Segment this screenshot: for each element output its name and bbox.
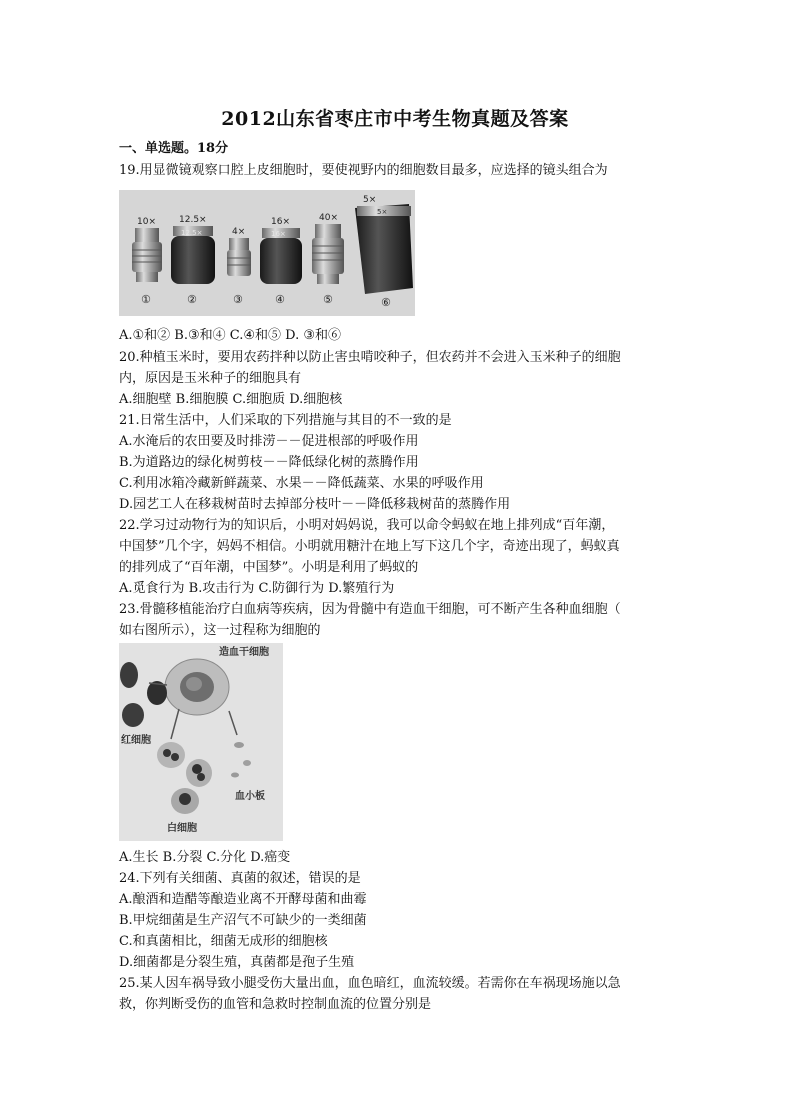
q25-stem-line1: 25.某人因车祸导致小腿受伤大量出血，血色暗红，血流较缓。若需你在车祸现场施以急 [119, 976, 621, 991]
lens-5-number: ⑤ [323, 293, 333, 306]
platelet-label: 血小板 [235, 791, 265, 802]
lens-3 [227, 238, 251, 276]
q24-option-c: C.和真菌相比，细菌无成形的细胞核 [119, 934, 328, 949]
q21-stem: 21.日常生活中，人们采取的下列措施与其目的不一致的是 [119, 413, 452, 428]
lens-1-power: 10× [137, 217, 156, 227]
lens-6-power: 5× [363, 195, 377, 205]
lens-6-engraving: 5× [377, 208, 388, 216]
lens-4-power: 16× [271, 217, 290, 227]
lens-2-power: 12.5× [179, 215, 207, 225]
q25-stem-line2: 救，你判断受伤的血管和急救时控制血流的位置分别是 [119, 997, 432, 1012]
q22-stem-line2: 中国梦”几个字，妈妈不相信。小明就用糖汁在地上写下这几个字，奇迹出现了，蚂蚁真 [119, 539, 620, 554]
lens-6 [355, 204, 413, 294]
lens-1-number: ① [141, 293, 151, 306]
stem-cell-shape [165, 659, 229, 715]
q22-stem-line3: 的排列成了“百年潮，中国梦”。小明是利用了蚂蚁的 [119, 560, 419, 575]
lens-2-engraving: 12.5× [181, 229, 203, 237]
microscope-lenses-figure [119, 190, 415, 316]
q20-stem-line1: 20.种植玉米时，要用农药拌种以防止害虫啃咬种子，但农药并不会进入玉米种子的细胞 [119, 350, 621, 365]
q23-stem-line2: 如右图所示），这一过程称为细胞的 [119, 623, 321, 638]
q24-option-b: B.甲烷细菌是生产沼气不可缺少的一类细菌 [119, 913, 367, 928]
lens-3-number: ③ [233, 293, 243, 306]
lens-1 [132, 228, 162, 282]
q23-options: A.生长 B.分裂 C.分化 D.癌变 [119, 850, 291, 865]
q24-stem: 24.下列有关细菌、真菌的叙述，错误的是 [119, 871, 361, 886]
lens-3-power: 4× [232, 227, 246, 237]
q24-option-a: A.酿酒和造醋等酿造业离不开酵母菌和曲霉 [119, 892, 367, 907]
white-cell-label: 白细胞 [167, 823, 197, 834]
lens-4-number: ④ [275, 293, 285, 306]
q24-option-d: D.细菌都是分裂生殖，真菌都是孢子生殖 [119, 955, 355, 970]
q21-option-d: D.园艺工人在移栽树苗时去掉部分枝叶－－降低移栽树苗的蒸腾作用 [119, 497, 511, 512]
q21-option-a: A.水淹后的农田要及时排涝－－促进根部的呼吸作用 [119, 434, 419, 449]
lens-6-number: ⑥ [381, 296, 391, 309]
q19-stem: 19.用显微镜观察口腔上皮细胞时，要使视野内的细胞数目最多，应选择的镜头组合为 [119, 163, 608, 178]
red-cell-label: 红细胞 [121, 735, 151, 746]
q23-stem-line1: 23.骨髓移植能治疗白血病等疾病，因为骨髓中有造血干细胞，可不断产生各种血细胞（ [119, 602, 621, 617]
stem-cell-label: 造血干细胞 [219, 647, 269, 658]
q19-options: A.①和② B.③和④ C.④和⑤ D. ③和⑥ [119, 328, 342, 343]
q21-option-b: B.为道路边的绿化树剪枝－－降低绿化树的蒸腾作用 [119, 455, 419, 470]
lens-2-number: ② [187, 293, 197, 306]
q22-options: A.觅食行为 B.攻击行为 C.防御行为 D.繁殖行为 [119, 581, 395, 596]
q20-stem-line2: 内，原因是玉米种子的细胞具有 [119, 371, 302, 386]
lens-5-power: 40× [319, 213, 338, 223]
page-title: 2012山东省枣庄市中考生物真题及答案 [221, 108, 569, 130]
q20-options: A.细胞壁 B.细胞膜 C.细胞质 D.细胞核 [119, 392, 343, 407]
lens-4-engraving: 16× [271, 230, 286, 238]
q22-stem-line1: 22.学习过动物行为的知识后，小明对妈妈说，我可以命令蚂蚁在地上排列成“百年潮， [119, 518, 615, 533]
section-heading: 一、单选题。18分 [119, 141, 229, 156]
q21-option-c: C.利用冰箱冷藏新鲜蔬菜、水果－－降低蔬菜、水果的呼吸作用 [119, 476, 484, 491]
blood-cells-figure [119, 643, 283, 841]
